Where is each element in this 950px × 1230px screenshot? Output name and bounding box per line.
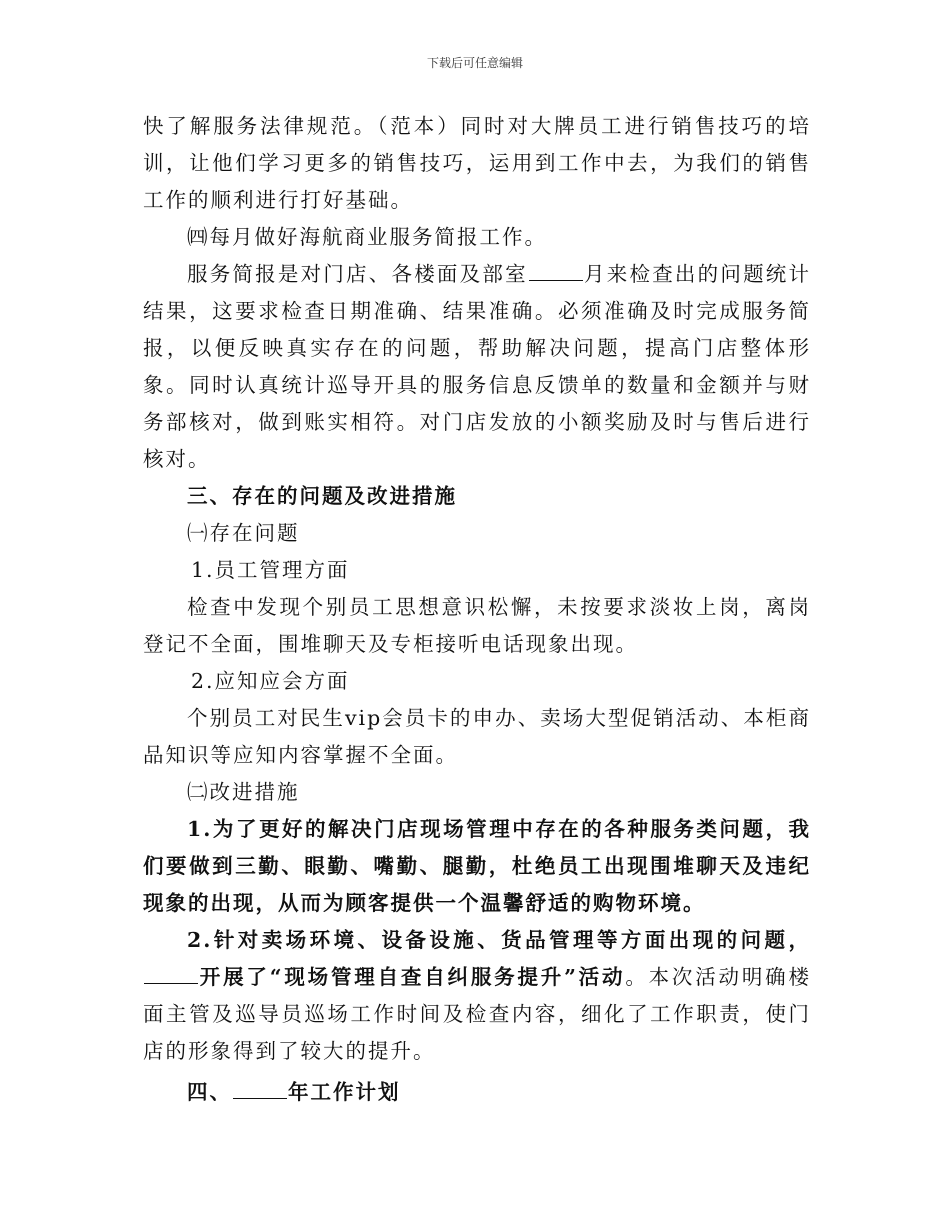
subsection-heading: ㈡改进措施 xyxy=(187,780,300,804)
heading-text: 年工作计划 xyxy=(288,1080,401,1104)
section-item-4: ㈣每月做好海航商业服务简报工作。 xyxy=(187,225,547,249)
paragraph: 快了解服务法律规范。（范本）同时对大牌员工进行销售技巧的培训，让他们学习更多的销售技巧，运用到工作中去，为我们的销售工作的顺利进行打好基础。 xyxy=(143,114,811,212)
section-heading-3: 三、存在的问题及改进措施 xyxy=(187,484,457,508)
subsection-item: 1.员工管理方面 xyxy=(191,558,350,582)
blank-line xyxy=(144,965,198,984)
paragraph-text: 服务简报是对门店、各楼面及部室 xyxy=(187,262,528,286)
heading-text: 四、 xyxy=(187,1080,232,1104)
subsection-heading: ㈠存在问题 xyxy=(187,521,300,545)
page-header: 下载后可任意编辑 xyxy=(426,56,523,70)
paragraph: 个别员工对民生vip会员卡的申办、卖场大型促销活动、本柜商品知识等应知内容掌握不全面。 xyxy=(143,706,811,767)
paragraph-text: 月来检查出的问题统计结果，这要求检查日期准确、结果准确。必须准确及时完成服务简报，以便反映真实存在的问题，帮助解决问题，提高门店整体形象。同时认真统计巡导开具的服务信息反馈单的数量和金额并与财务部核对，做到账实相符。对门店发放的小额奖励及时与售后进行核对。 xyxy=(143,262,812,471)
measure-bold-text: 2.针对卖场环境、设备设施、货品管理等方面出现的问题， xyxy=(187,928,811,952)
subsection-item: 2.应知应会方面 xyxy=(191,669,350,693)
paragraph xyxy=(143,256,811,478)
measure-bold-text: 开展了“现场管理自查自纠服务提升”活动 xyxy=(199,965,626,989)
measure-paragraph: 1.为了更好的解决门店现场管理中存在的各种服务类问题，我们要做到三勤、眼勤、嘴勤、腿勤，杜绝员工出现围堆聊天及违纪现象的出现，从而为顾客提供一个温馨舒适的购物环境。 xyxy=(143,817,811,915)
paragraph-text: 。本次活动明确楼面主管及巡导员巡场工作时间及检查内容，细化了工作职责，使门店的形象得到了较大的提升。 xyxy=(143,965,811,1063)
measure-paragraph xyxy=(143,922,811,1070)
document-body xyxy=(143,108,811,1111)
section-heading-4 xyxy=(143,1074,811,1111)
blank-line xyxy=(233,1080,287,1099)
paragraph: 检查中发现个别员工思想意识松懈，未按要求淡妆上岗，离岗登记不全面，围堆聊天及专柜接听电话现象出现。 xyxy=(143,595,811,656)
blank-line xyxy=(529,262,583,281)
